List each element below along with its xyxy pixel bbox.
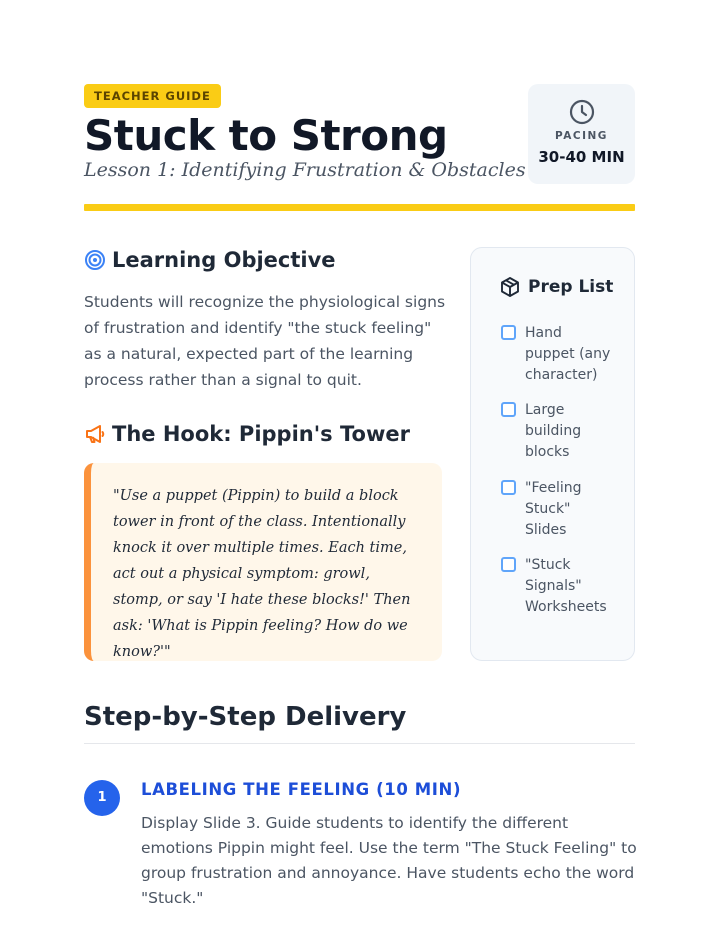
objective-heading-text: Learning Objective — [112, 248, 336, 272]
step-text: Display Slide 3. Guide students to identify the different emotions Pippin might feel. Use the term "The Stuck Feeling" to group frustration and annoyance. Have students echo the word "Stuck." — [141, 814, 637, 907]
prep-list-card — [470, 247, 635, 661]
prep-item[interactable] — [501, 555, 621, 618]
checkbox-icon[interactable] — [501, 480, 516, 495]
page-title: Stuck to Strong — [84, 111, 448, 160]
teacher-guide-badge: TEACHER GUIDE — [84, 84, 221, 108]
objective-text: Students will recognize the physiological signs of frustration and identify "the stuck feeling" as a natural, expected part of the learning process rather than a signal to quit. — [84, 293, 446, 389]
checkbox-icon[interactable] — [501, 325, 516, 340]
target-icon — [84, 249, 106, 271]
header-divider — [84, 204, 635, 211]
checkbox-icon[interactable] — [501, 402, 516, 417]
hook-quote: "Use a puppet (Pippin) to build a block tower in front of the class. Intentionally knock it over multiple times. Each time, act out a physical symptom: growl, stomp, or say 'I hate these blocks!' Then ask: 'What is Pippin feeling? How do we know?'" — [113, 488, 411, 660]
objective-heading — [84, 248, 336, 272]
prep-item[interactable] — [501, 323, 621, 386]
hook-heading — [84, 422, 410, 446]
steps-divider — [84, 743, 635, 744]
checkbox-icon[interactable] — [501, 557, 516, 572]
step-title: LABELING THE FEELING (10 MIN) — [141, 780, 462, 799]
megaphone-icon — [84, 423, 106, 445]
step-number: 1 — [84, 780, 120, 816]
steps-heading: Step-by-Step Delivery — [84, 702, 407, 732]
clock-icon — [568, 98, 596, 126]
prep-item-label: Large building blocks — [525, 402, 582, 460]
pacing-value: 30-40 MIN — [538, 148, 625, 166]
prep-item[interactable] — [501, 478, 621, 541]
prep-heading — [499, 276, 613, 298]
hook-heading-text: The Hook: Pippin's Tower — [112, 422, 410, 446]
box-icon — [499, 276, 521, 298]
page-subtitle: Lesson 1: Identifying Frustration & Obstacles — [84, 159, 526, 181]
pacing-card — [528, 84, 635, 184]
prep-heading-text: Prep List — [528, 277, 614, 297]
pacing-label: PACING — [555, 130, 608, 142]
prep-item-label: "Feeling Stuck" Slides — [525, 480, 582, 538]
prep-item[interactable] — [501, 400, 621, 463]
prep-item-label: "Stuck Signals" Worksheets — [525, 557, 607, 615]
prep-item-label: Hand puppet (any character) — [525, 325, 611, 383]
hook-quote-box — [84, 463, 442, 661]
